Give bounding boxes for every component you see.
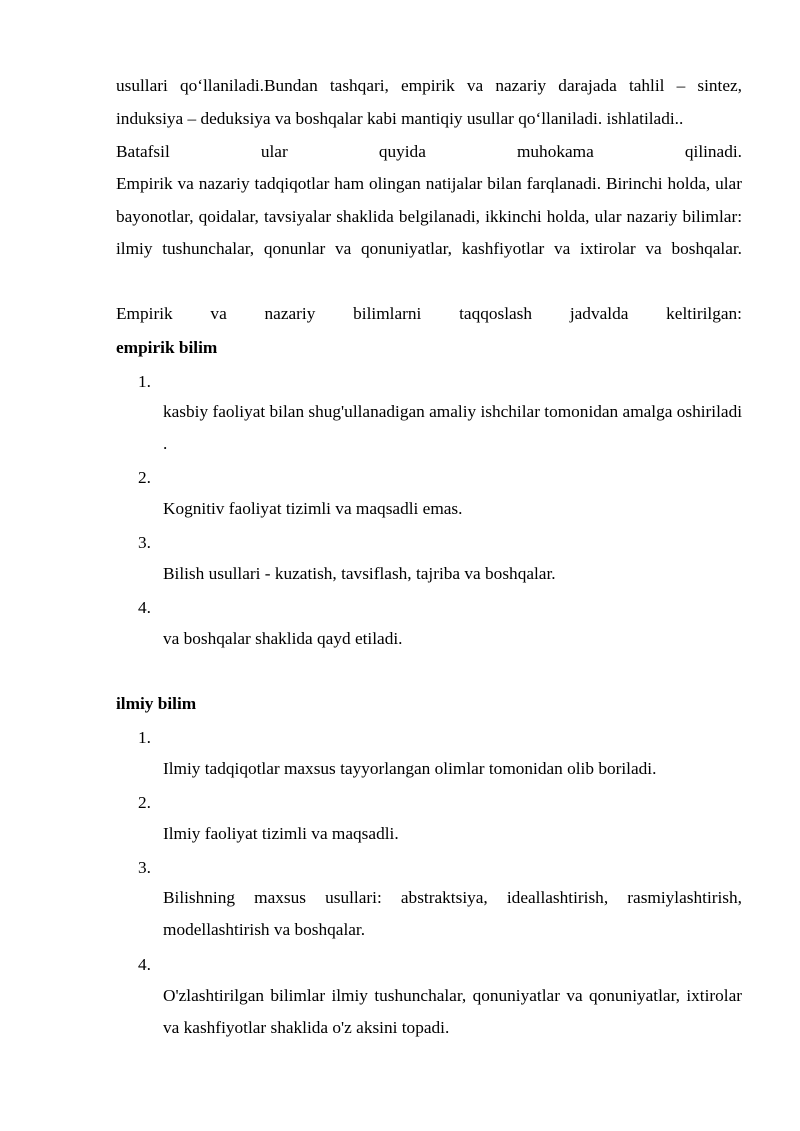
list-item-text: O'zlashtirilgan bilimlar ilmiy tushunchalar, qonuniyatlar va qonuniyatlar, ixtirolar va kashfiyotlar shaklida o'z aksini topadi. <box>163 986 742 1037</box>
list-item-text: kasbiy faoliyat bilan shug'ullanadigan amaliy ishchilar tomonidan amalga oshiriladi . <box>163 402 743 453</box>
list-number: 2. <box>138 468 151 487</box>
section-heading-ilmiy: ilmiy bilim <box>116 694 197 713</box>
intro-paragraph-2: Batafsil ular quyida muhokama qilinadi. <box>116 142 742 161</box>
list-number: 4. <box>138 955 151 974</box>
list-item-text: Ilmiy tadqiqotlar maxsus tayyorlangan olimlar tomonidan olib boriladi. <box>163 759 657 778</box>
list-item-text: Ilmiy faoliyat tizimli va maqsadli. <box>163 824 399 843</box>
intro-paragraph-3: Empirik va nazariy tadqiqotlar ham olingan natijalar bilan farqlanadi. Birinchi holda, ular bayonotlar, qoidalar, tavsiyalar shaklida belgilanadi, ikkinchi holda, ular nazariy bilimlar: ilmiy tushunchalar, qonunlar va qonuniyatlar, kashfiyotlar va ixtirolar va boshqalar. <box>116 174 742 259</box>
list-item-text: Bilishning maxsus usullari: abstraktsiya, ideallashtirish, rasmiylashtirish, modellashtirish va boshqalar. <box>163 888 742 939</box>
section-heading-empirik: empirik bilim <box>116 338 218 357</box>
intro-paragraph-4: Empirik va nazariy bilimlarni taqqoslash jadvalda keltirilgan: <box>116 304 742 323</box>
intro-paragraph-1: usullari qo‘llaniladi.Bundan tashqari, empirik va nazariy darajada tahlil – sintez, induksiya – deduksiya va boshqalar kabi mantiqiy usullar qo‘llaniladi. ishlatiladi.. <box>116 76 742 128</box>
list-item-text: Bilish usullari - kuzatish, tavsiflash, tajriba va boshqalar. <box>163 564 556 583</box>
list-item-text: Kognitiv faoliyat tizimli va maqsadli emas. <box>163 499 463 518</box>
list-number: 2. <box>138 793 151 812</box>
list-item-text: va boshqalar shaklida qayd etiladi. <box>163 629 403 648</box>
list-number: 3. <box>138 858 151 877</box>
list-number: 1. <box>138 372 151 391</box>
list-number: 1. <box>138 728 151 747</box>
list-number: 3. <box>138 533 151 552</box>
list-number: 4. <box>138 598 151 617</box>
